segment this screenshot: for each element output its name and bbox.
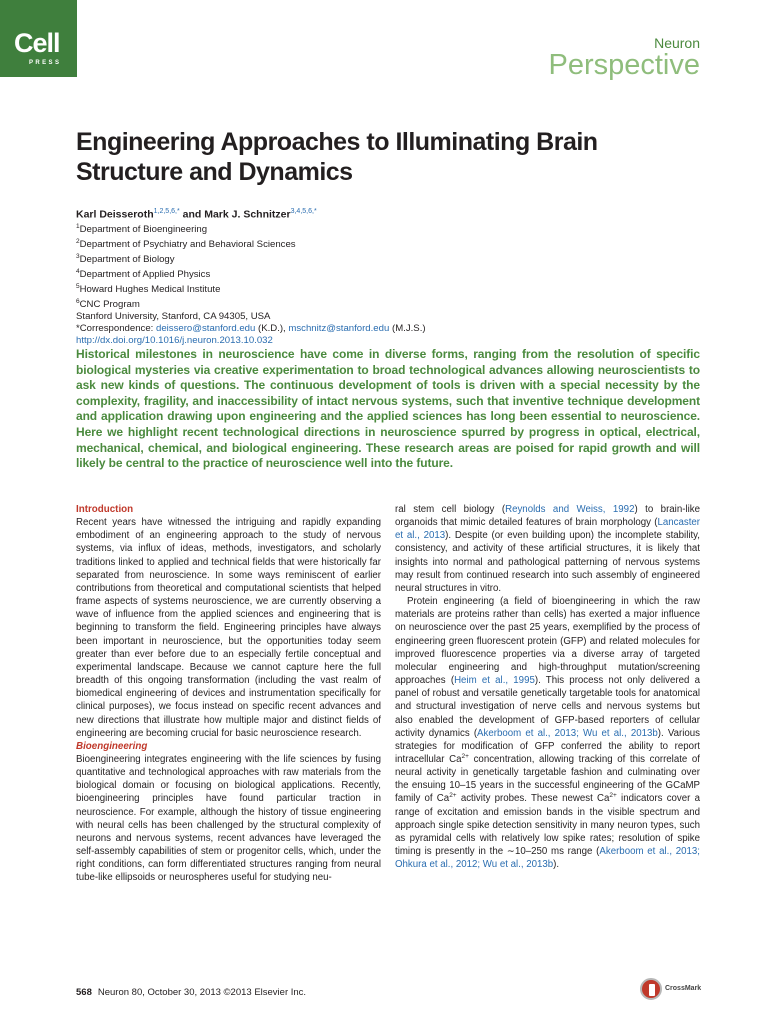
- author-1-affil[interactable]: 1,2,5,6,*: [153, 208, 180, 215]
- superscript: 2+: [461, 752, 469, 760]
- cell-press-logo: [0, 0, 77, 77]
- institution: Stanford University, Stanford, CA 94305, USA: [76, 310, 271, 322]
- affiliation-item: $^5$Howard Hughes Medical Institute: [76, 282, 221, 296]
- section-heading-introduction: Introduction: [76, 504, 134, 515]
- journal-name: Neuron: [654, 35, 700, 51]
- article-title: Engineering Approaches to Illuminating Brain Structure and Dynamics: [76, 128, 598, 186]
- affiliations: [76, 221, 426, 346]
- crossmark-icon: [640, 978, 662, 1000]
- affiliation-item: $^1$Department of Bioengineering: [76, 223, 208, 236]
- left-column: [76, 503, 381, 885]
- affiliation-item: $^6$CNC Program: [76, 297, 140, 311]
- right-column: [395, 503, 700, 871]
- body-paragraph: ral stem cell biology (Reynolds and Weiss, 1992) to brain-like organoids that mimic detailed features of brain morphology (Lancaster et al., 2013). Despite (or even building upon) the incomplete stability, consistency, and activity of these artificial structures, it is likely that insights into normal and pathological patterning of nervous systems may result from continued research into such assembly of engineered neural structures in vitro.: [395, 504, 701, 594]
- affiliation-item: $^3$Department of Biology: [76, 252, 175, 266]
- crossmark-badge[interactable]: [640, 978, 710, 1004]
- citation-link[interactable]: Heim et al., 1995: [454, 675, 535, 687]
- body-paragraph: Recent years have witnessed the intriguing and rapidly expanding embodiment of an engineering approach to the study of nervous systems, via influx of ideas, methods, investigators, and scholarly traditions linked to applied and technical fields that were historically far separated from neuroscience. In some ways reminiscent of earlier contributions from theoretical and computational scientists that helped frame aspects of systems neuroscience, we are currently observing a wave of influence from the applied sciences and engineering that is beginning to transform the field. Engineering principles have always been important in neuroscience, but the opportunities today seem greater than ever before due to an especially fertile conceptual and experimental landscape. Because we cannot capture here the full breadth of this ongoing transformation (including the vast realm of biomedical engineering of devices and instrumentation specifically for clinical purposes), we focus instead on specific recent advances and new directions that illustrate how multiple major and distinct fields of engineering are becoming crucial for basic neuroscience research.: [76, 517, 381, 739]
- citation-link[interactable]: Akerboom et al., 2013; Wu et al., 2013b: [477, 727, 658, 739]
- article-type: Perspective: [548, 49, 700, 81]
- logo-press-text: PRESS: [29, 60, 62, 66]
- page-footer: [76, 987, 306, 998]
- body-paragraph: Bioengineering integrates engineering with the life sciences by fusing quantitative and technological approaches with raw materials from the biological domain or focusing on biological applications. Recently, bioengineering principles have found particular traction in neuroscience. For example, although the history of tissue engineering with neural cells has been challenged by the structural complexity of neurons and nervous systems, recent advances have leveraged the self-assembly capabilities of stem or progenitor cells, which, under the right conditions, can form differentiated structures ranging from neural tube-like ellipsoids or neurospheres useful for studying neu-: [76, 753, 381, 884]
- author-2-affil[interactable]: 3,4,5,6,*: [290, 208, 317, 215]
- author-2: Mark J. Schnitzer: [204, 208, 291, 221]
- author-and: and: [179, 208, 205, 221]
- email-link-deisseroth[interactable]: deissero@stanford.edu: [156, 322, 256, 334]
- page-number: 568: [76, 987, 92, 998]
- doi-link[interactable]: http://dx.doi.org/10.1016/j.neuron.2013.10.032: [76, 334, 273, 346]
- journal-citation: Neuron 80, October 30, 2013 ©2013 Elsevier Inc.: [97, 987, 307, 998]
- superscript: 2+: [609, 792, 617, 800]
- author-line: [76, 208, 317, 221]
- citation-link[interactable]: Reynolds and Weiss, 1992: [505, 504, 635, 515]
- affiliation-item: $^4$Department of Applied Physics: [76, 267, 211, 281]
- citation-link[interactable]: Akerboom et al., 2013; Ohkura et al., 2012; Wu et al., 2013b: [395, 846, 700, 871]
- citation-link[interactable]: Lancaster et al., 2013: [395, 517, 700, 542]
- subsection-heading-bioengineering: Bioengineering: [76, 740, 148, 752]
- crossmark-label: CrossMark: [665, 985, 702, 992]
- correspondence: *Correspondence: deissero@stanford.edu (K.D.), mschnitz@stanford.edu (M.J.S.): [76, 322, 426, 334]
- author-1: Karl Deisseroth: [76, 208, 154, 221]
- body-paragraph: Protein engineering (a field of bioengineering in which the raw materials are proteins rather than cells) has exerted a major influence on neuroscience over the past 25 years, exemplified by the process of engineering green fluorescent protein (GFP) and related molecules for improved fluorescence properties via a diverse array of targeted molecular engineering and high-throughput mutation/screening approaches (Heim et al., 1995). This process not only delivered a panel of robust and versatile genetically targetable tools for anatomical and structural investigation of nerve cells and nervous systems but also enabled the development of GFP-based reporters of cellular activity dynamics (Akerboom et al., 2013; Wu et al., 2013b). Various strategies for modification of GFP conferred the ability to report intracellular $Ca^{2+}$ concentration, allowing tracking of this correlate of neural activity in genetically targetable fashion and culminating over the ensuing 10–15 years in the successful engineering of the GCaMP family of $Ca^{2+}$ activity probes. These newest $Ca^{2+}$ indicators cover a range of excitation and emission bands in the visible spectrum and approach single spike detection sensitivity in many neuron types, such as pyramidal cells with relatively low spike rates; resolution of spike timing is presently in the ∼10–250 ms range (Akerboom et al., 2013; Ohkura et al., 2012; Wu et al., 2013b).: [395, 596, 700, 871]
- abstract: Historical milestones in neuroscience have come in diverse forms, ranging from the resolution of specific biological mysteries via creative experimentation to broad technological advances allowing neuroscientists to ask new kinds of questions. The continuous development of tools is driven with a special necessity by the complexity, fragility, and inaccessibility of intact nervous systems, such that inventive technique development and application drawing upon engineering and the applied sciences has long been essential to neuroscience. Here we highlight recent technological directions in neuroscience spurred by progress in optical, electrical, mechanical, chemical, and biological engineering. These research areas are poised for rapid growth and will likely be central to the practice of neuroscience well into the future.: [76, 347, 700, 471]
- affiliation-item: $^2$Department of Psychiatry and Behavioral Sciences: [76, 237, 296, 251]
- superscript: 2+: [449, 792, 457, 800]
- logo-cell-text: Cell: [14, 28, 60, 58]
- email-link-schnitzer[interactable]: mschnitz@stanford.edu: [288, 322, 390, 334]
